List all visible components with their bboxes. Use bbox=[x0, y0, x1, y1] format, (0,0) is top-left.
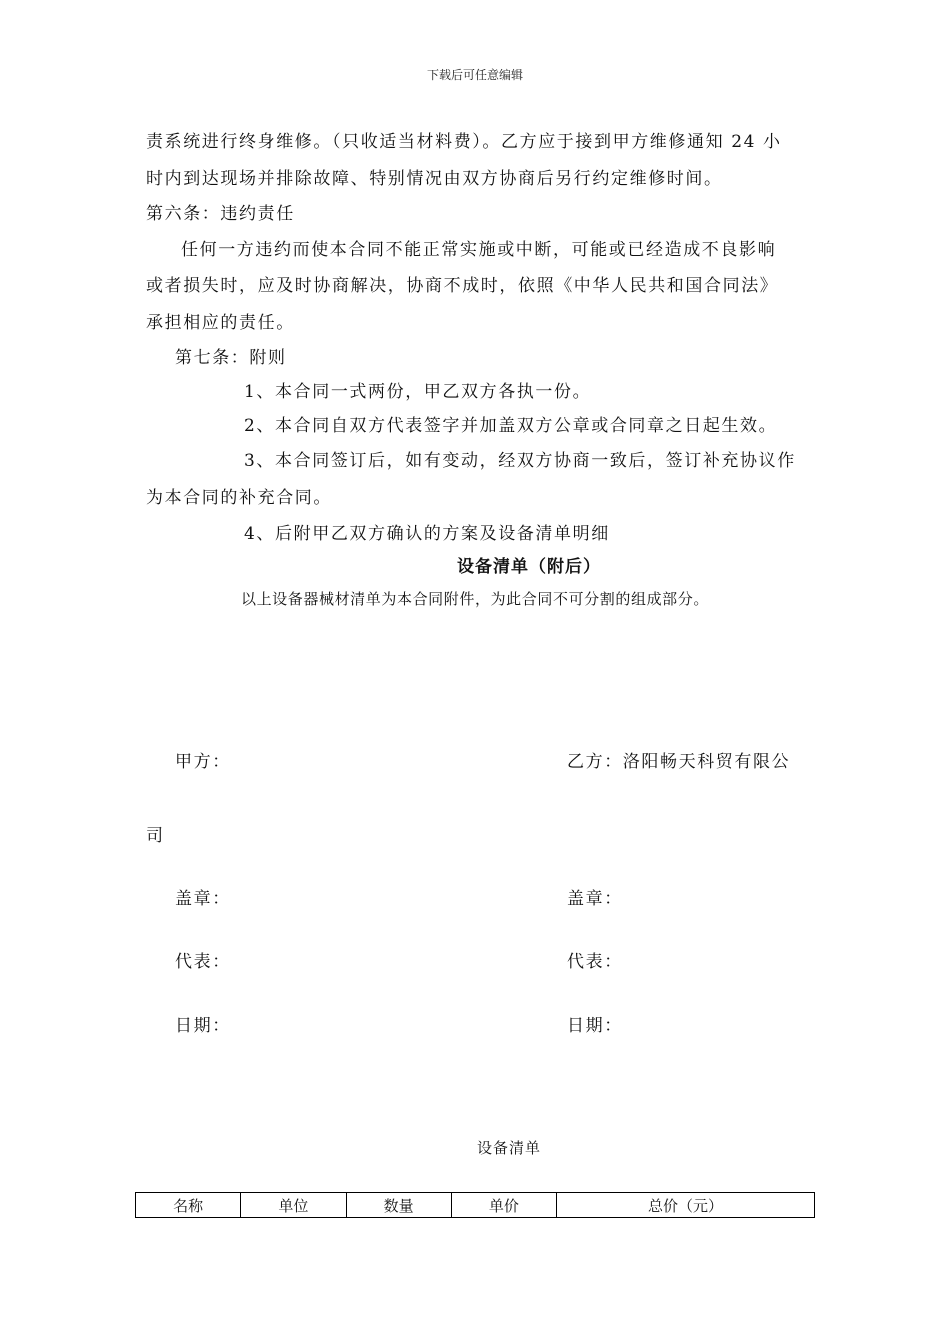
party-b-label: 乙方：洛阳畅天科贸有限公 bbox=[567, 752, 791, 772]
date-b-label: 日期： bbox=[567, 1016, 623, 1036]
clause-line: 为本合同的补充合同。 bbox=[146, 488, 332, 508]
column-header-total-price: 总价（元） bbox=[557, 1193, 815, 1218]
clause-line: 时内到达现场并排除故障、特别情况由双方协商后另行约定维修时间。 bbox=[146, 169, 723, 189]
clause-line: 或者损失时，应及时协商解决，协商不成时，依照《中华人民共和国合同法》 bbox=[146, 276, 779, 296]
column-header-name: 名称 bbox=[136, 1193, 241, 1218]
equipment-heading: 设备清单（附后） bbox=[457, 557, 601, 577]
clause-line: 责系统进行终身维修。（只收适当材料费）。乙方应于接到甲方维修通知 24 小 bbox=[146, 132, 782, 152]
clause-item-1: 1、本合同一式两份，甲乙双方各执一份。 bbox=[244, 382, 592, 402]
representative-b-label: 代表： bbox=[567, 952, 623, 972]
seal-a-label: 盖章： bbox=[175, 889, 231, 909]
column-header-unit: 单位 bbox=[241, 1193, 346, 1218]
clause-item-3: 3、本合同签订后，如有变动，经双方协商一致后，签订补充协议作 bbox=[244, 451, 796, 471]
article-7-title: 第七条：附则 bbox=[175, 348, 287, 368]
column-header-quantity: 数量 bbox=[346, 1193, 451, 1218]
table-header-row bbox=[136, 1193, 815, 1218]
clause-line: 承担相应的责任。 bbox=[146, 313, 295, 333]
representative-a-label: 代表： bbox=[175, 952, 231, 972]
article-6-title: 第六条：违约责任 bbox=[146, 204, 295, 224]
party-a-label: 甲方： bbox=[175, 752, 231, 772]
clause-item-4: 4、后附甲乙双方确认的方案及设备清单明细 bbox=[244, 524, 610, 544]
column-header-unit-price: 单价 bbox=[451, 1193, 556, 1218]
party-b-wrap: 司 bbox=[146, 826, 165, 846]
equipment-note: 以上设备器械材清单为本合同附件，为此合同不可分割的组成部分。 bbox=[240, 590, 709, 608]
clause-item-2: 2、本合同自双方代表签字并加盖双方公章或合同章之日起生效。 bbox=[244, 416, 778, 436]
seal-b-label: 盖章： bbox=[567, 889, 623, 909]
equipment-list-title: 设备清单 bbox=[476, 1139, 541, 1157]
page-header: 下载后可任意编辑 bbox=[426, 68, 523, 82]
date-a-label: 日期： bbox=[175, 1016, 231, 1036]
clause-line: 任何一方违约而使本合同不能正常实施或中断，可能或已经造成不良影响 bbox=[181, 240, 777, 260]
equipment-table bbox=[135, 1192, 815, 1218]
